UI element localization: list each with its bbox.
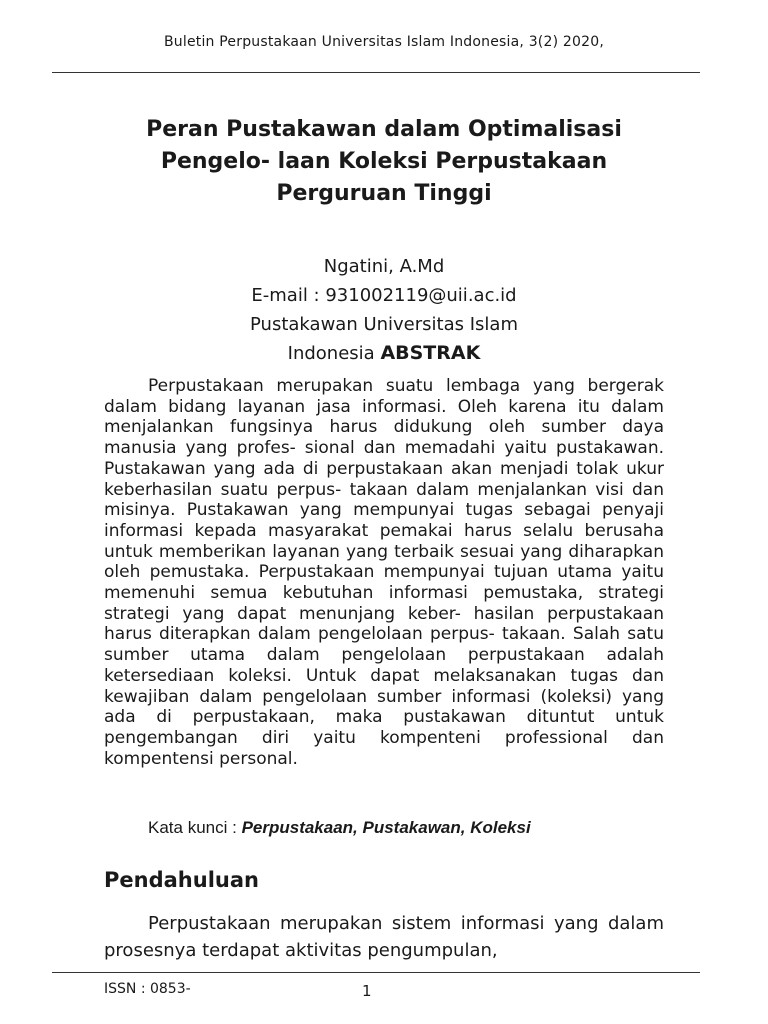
- footer-rule: [52, 972, 700, 973]
- affiliation-line2: Indonesia: [287, 343, 375, 364]
- author-name: Ngatini, A.Md: [323, 256, 445, 277]
- section-heading: Pendahuluan: [104, 868, 259, 892]
- article-title: Peran Pustakawan dalam Optimalisasi Pengelo- laan Koleksi Perpustakaan Perguruan Tinggi: [146, 117, 622, 206]
- page-number: 1: [362, 982, 372, 1000]
- abstract-text: Perpustakaan merupakan suatu lembaga yang bergerak dalam bidang layanan jasa informasi. Oleh karena itu dalam menjalankan fungsinya harus didukung oleh sumber daya manusia yang profes- sional dan memadahi yaitu pustakawan. Pustakawan yang ada di perpustakaan akan menjadi tolak ukur keberhasilan suatu perpus- takaan dalam menjalankan visi dan misinya. Pustakawan yang mempunyai tugas sebagai penyaji informasi kepada masyarakat pemakai harus selalu berusaha untuk memberikan layanan yang terbaik sesuai yang diharapkan oleh pemustaka. Perpustakaan mempunyai tujuan utama yaitu memenuhi semua kebutuhan informasi pemustaka, strategi strategi yang dapat menunjang keber- hasilan perpustakaan harus diterapkan dalam pengelolaan perpus- takaan. Salah satu sumber utama dalam pengelolaan perpustakaan adalah ketersediaan koleksi. Untuk dapat melaksanakan tugas dan kewajiban dalam pengelolaan sumber informasi (koleksi) yang ada di perpustakaan, maka pustakawan dituntut untuk pengembangan diri yaitu kompenteni professional dan kompentensi personal.: [104, 376, 664, 769]
- author-affiliation: Pustakawan Universitas Islam: [250, 314, 518, 335]
- running-header: Buletin Perpustakaan Universitas Islam Indonesia, 3(2) 2020,: [164, 34, 604, 50]
- footer-issn: ISSN : 0853-: [104, 981, 191, 997]
- author-block: [150, 252, 618, 368]
- keywords-label: Kata kunci :: [148, 818, 237, 837]
- header-rule: [52, 72, 700, 73]
- author-email: E-mail : 931002119@uii.ac.id: [251, 285, 517, 306]
- author-affiliation-cont: [150, 339, 618, 368]
- abstract-label: ABSTRAK: [380, 342, 481, 364]
- section-body: Perpustakaan merupakan sistem informasi yang dalam prosesnya terdapat aktivitas pengumpulan,: [104, 913, 664, 961]
- keywords-value: Perpustakaan, Pustakawan, Koleksi: [241, 818, 531, 837]
- keywords-line: [148, 818, 531, 838]
